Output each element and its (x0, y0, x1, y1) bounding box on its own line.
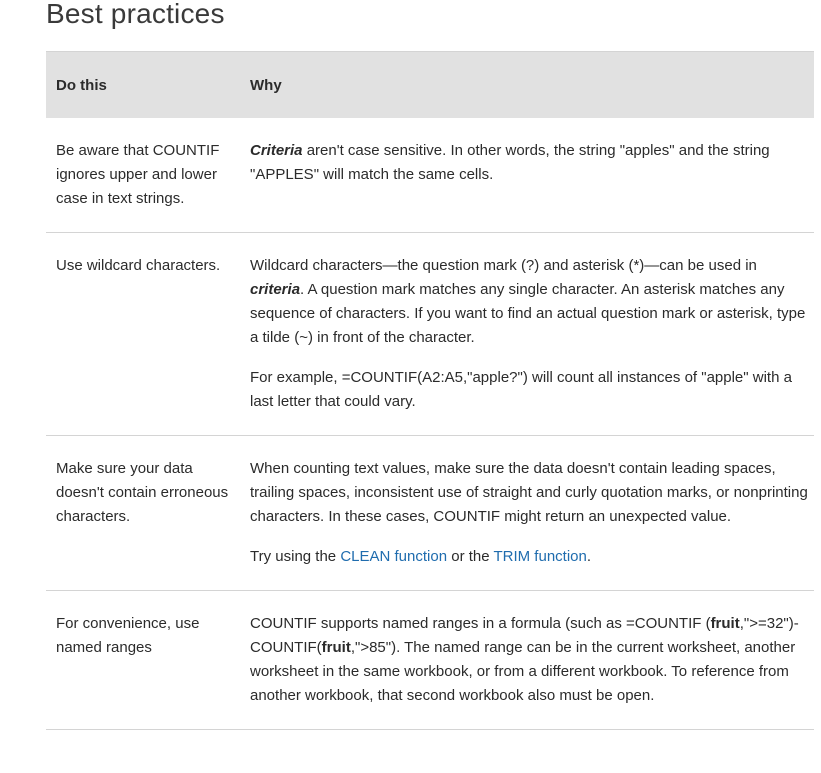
why-text: ,">85"). The named range can be in the current worksheet, another worksheet in the same workbook, or from a different workbook. To reference from another workbook, that second workbook also must be open. (250, 639, 796, 704)
column-header-why: Why (240, 52, 814, 119)
why-text: ,">=32")-COUNTIF( (250, 615, 799, 656)
why-cell (240, 591, 814, 730)
trim-function-link[interactable]: TRIM function (493, 548, 587, 565)
why-cell (240, 118, 814, 233)
named-range-term: fruit (710, 615, 740, 632)
best-practices-table (46, 51, 814, 730)
table-row (46, 591, 814, 730)
why-text: . (586, 548, 592, 565)
why-text: . A question mark matches any single character. An asterisk matches any sequence of characters. If you want to find an actual question mark or asterisk, type a tilde (~) in front of the character. (250, 281, 806, 346)
table-header (46, 52, 814, 119)
emphasis-term: Criteria (250, 142, 303, 159)
do-this-cell: For convenience, use named ranges (46, 591, 240, 730)
why-paragraph (250, 612, 814, 708)
table-row (46, 118, 814, 233)
do-this-cell: Use wildcard characters. (46, 233, 240, 436)
table-header-row (46, 52, 814, 119)
why-cell (240, 233, 814, 436)
do-this-cell: Be aware that COUNTIF ignores upper and lower case in text strings. (46, 118, 240, 233)
why-text: COUNTIF supports named ranges in a formula (such as =COUNTIF ( (250, 615, 711, 632)
why-text: Wildcard characters—the question mark (?) and asterisk (*)—can be used in (250, 257, 757, 274)
table-body (46, 118, 814, 730)
clean-function-link[interactable]: CLEAN function (340, 548, 448, 565)
table-row (46, 436, 814, 591)
do-this-cell: Make sure your data doesn't contain erroneous characters. (46, 436, 240, 591)
emphasis-term: criteria (250, 281, 301, 298)
named-range-term: fruit (321, 639, 351, 656)
suggestion-paragraph (250, 545, 814, 569)
example-paragraph: For example, =COUNTIF(A2:A5,"apple?") will count all instances of "apple" with a last letter that could vary. (250, 369, 792, 410)
why-cell (240, 436, 814, 591)
why-text: aren't case sensitive. In other words, the string "apples" and the string "APPLES" will match the same cells. (250, 142, 770, 183)
why-text: Try using the (250, 548, 341, 565)
why-paragraph (250, 254, 814, 350)
why-paragraph: When counting text values, make sure the data doesn't contain leading spaces, trailing spaces, inconsistent use of straight and curly quotation marks, or nonprinting characters. In these cases, COUNTIF might return an unexpected value. (250, 460, 808, 525)
table-row (46, 233, 814, 436)
column-header-do-this: Do this (46, 52, 240, 119)
best-practices-table-container (46, 51, 814, 730)
section-heading: Best practices (46, 0, 225, 29)
why-paragraph (250, 139, 814, 187)
why-text: or the (447, 548, 494, 565)
